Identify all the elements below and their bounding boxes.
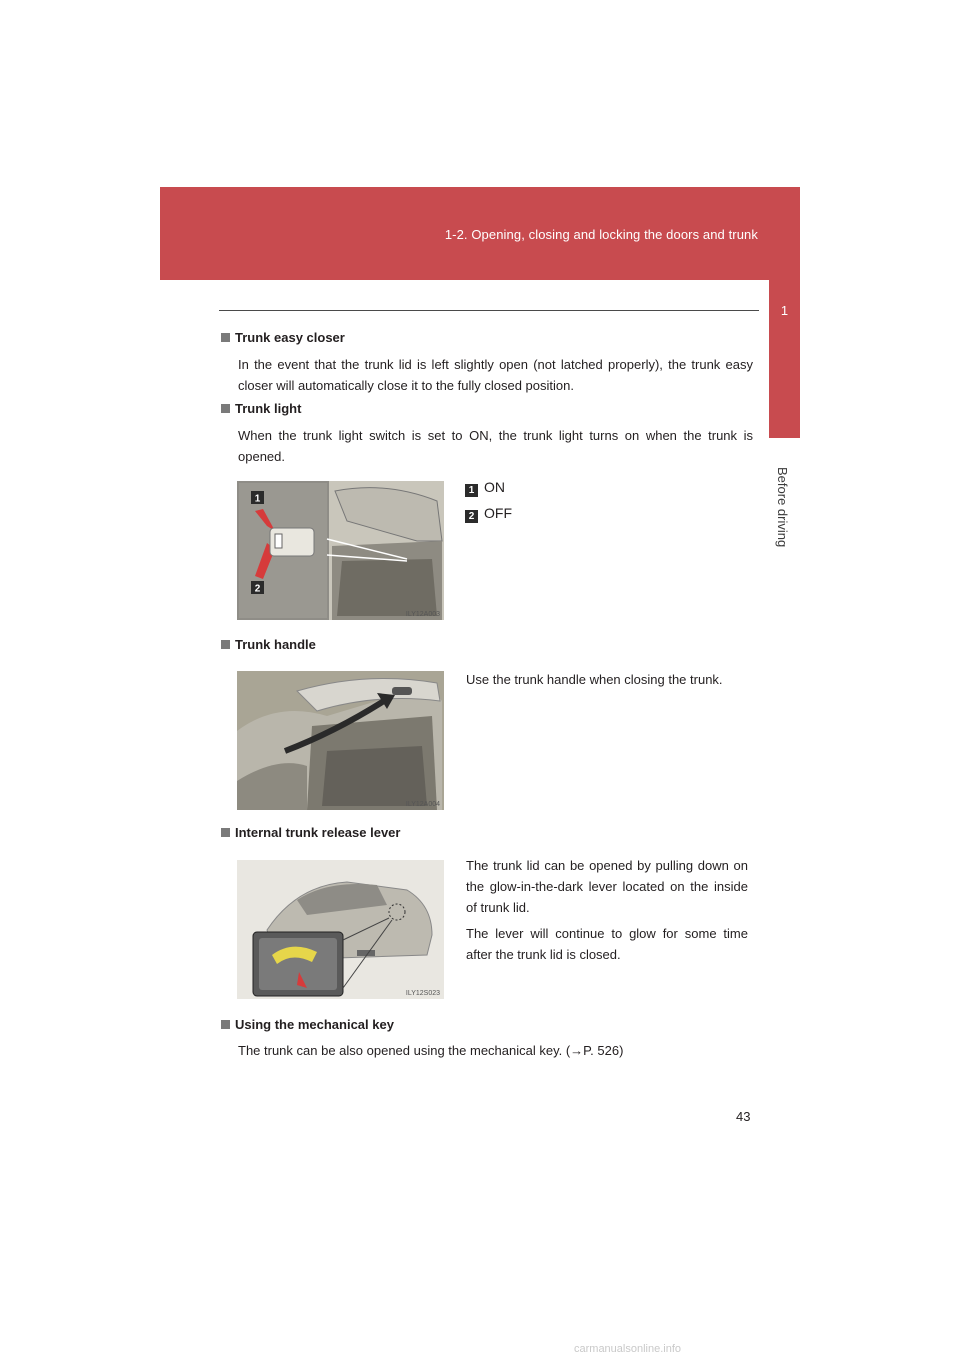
- heading-text: Trunk light: [235, 401, 302, 416]
- figure-code: ILY12A003: [405, 611, 440, 618]
- heading-internal-trunk-release-lever: [221, 825, 400, 840]
- trunk-handle-illustration: [237, 671, 444, 810]
- side-tab-label: Before driving: [775, 467, 790, 548]
- trunk-release-lever-image: [237, 860, 444, 999]
- callout-off: [465, 505, 512, 523]
- heading-text: Trunk easy closer: [235, 330, 345, 345]
- paragraph-lever-open: The trunk lid can be opened by pulling down on the glow-in-the-dark lever located on the inside of trunk lid.: [466, 858, 748, 915]
- heading-trunk-easy-closer: [221, 330, 345, 345]
- callout-on: [465, 479, 505, 497]
- square-bullet-icon: [221, 333, 230, 342]
- page-number: 43: [736, 1109, 751, 1124]
- figure-code: ILY12A004: [405, 801, 440, 808]
- paragraph-trunk-handle: Use the trunk handle when closing the trunk.: [466, 672, 723, 687]
- heading-trunk-handle: [221, 637, 316, 652]
- heading-text: Using the mechanical key: [235, 1017, 394, 1032]
- heading-text: Internal trunk release lever: [235, 825, 401, 840]
- square-bullet-icon: [221, 404, 230, 413]
- side-tab-number: 1: [780, 303, 789, 318]
- heading-text: Trunk handle: [235, 637, 316, 652]
- heading-trunk-light: [221, 401, 301, 416]
- trunk-light-illustration: [237, 481, 444, 620]
- section-divider: [219, 310, 759, 311]
- trunk-light-image: [237, 481, 444, 620]
- heading-using-mechanical-key: [221, 1017, 394, 1032]
- paragraph-mechanical-key: The trunk can be also opened using the mechanical key. (→P. 526): [238, 1043, 624, 1058]
- square-bullet-icon: [221, 640, 230, 649]
- callout-label: ON: [484, 479, 505, 495]
- paragraph-trunk-light: When the trunk light switch is set to ON, the trunk light turns on when the trunk is opened.: [238, 428, 753, 464]
- paragraph-lever-glow: The lever will continue to glow for some time after the trunk lid is closed.: [466, 926, 748, 962]
- callout-number: 2: [465, 510, 478, 523]
- paragraph-trunk-easy-closer: In the event that the trunk lid is left slightly open (not latched properly), the trunk easy closer will automatically close it to the fully closed position.: [238, 357, 753, 393]
- chapter-title: 1-2. Opening, closing and locking the doors and trunk: [444, 227, 758, 242]
- chapter-header-band: [160, 187, 800, 280]
- side-tab: [769, 280, 800, 438]
- callout-label: OFF: [484, 505, 512, 521]
- svg-text:1: 1: [254, 493, 261, 505]
- square-bullet-icon: [221, 828, 230, 837]
- callout-number: 1: [465, 484, 478, 497]
- trunk-release-lever-illustration: [237, 860, 444, 999]
- svg-text:2: 2: [254, 583, 261, 595]
- figure-code: ILY12S023: [405, 990, 440, 997]
- square-bullet-icon: [221, 1020, 230, 1029]
- watermark: carmanualsonline.info: [574, 1343, 682, 1355]
- trunk-handle-image: [237, 671, 444, 810]
